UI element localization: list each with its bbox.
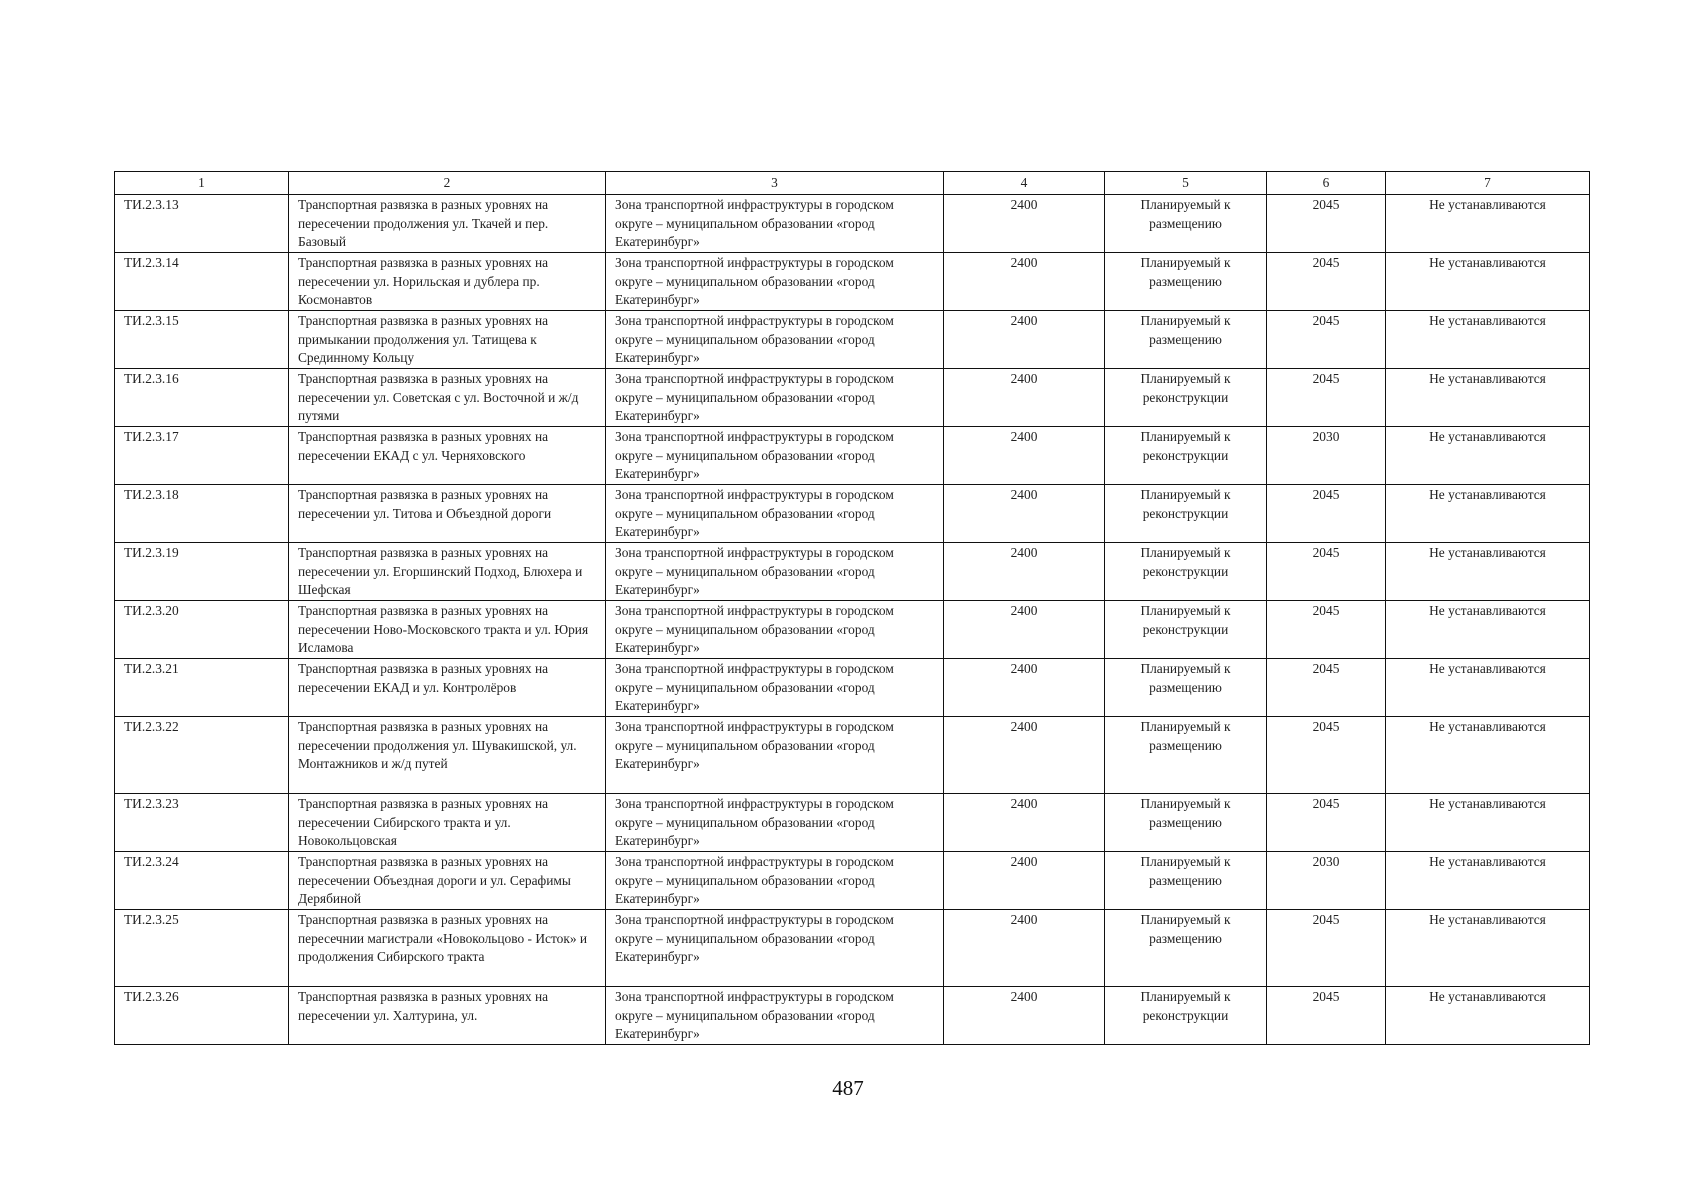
object-name-cell: Транспортная развязка в разных уровнях на примыкании продолжения ул. Татищева к Срединному Кольцу <box>289 311 606 369</box>
status-cell: Планируемый к реконструкции <box>1105 427 1267 485</box>
object-name-cell: Транспортная развязка в разных уровнях на пересечении продолжения ул. Шувакишской, ул. Монтажников и ж/д путей <box>289 717 606 794</box>
status-cell: Планируемый к реконструкции <box>1105 543 1267 601</box>
object-id-cell: ТИ.2.3.24 <box>115 852 289 910</box>
year-cell: 2045 <box>1267 485 1386 543</box>
column-header-1: 1 <box>115 172 289 195</box>
value-cell: 2400 <box>944 987 1105 1045</box>
zone-cell: Зона транспортной инфраструктуры в городском округе – муниципальном образовании «город Екатеринбург» <box>606 543 944 601</box>
table-row <box>115 485 1590 543</box>
value-cell: 2400 <box>944 311 1105 369</box>
zone-cell: Зона транспортной инфраструктуры в городском округе – муниципальном образовании «город Екатеринбург» <box>606 427 944 485</box>
value-cell: 2400 <box>944 253 1105 311</box>
value-cell: 2400 <box>944 794 1105 852</box>
zone-cell: Зона транспортной инфраструктуры в городском округе – муниципальном образовании «город Екатеринбург» <box>606 987 944 1045</box>
object-name-cell: Транспортная развязка в разных уровнях на пересечении ул. Егоршинский Подход, Блюхера и Шефская <box>289 543 606 601</box>
status-cell: Планируемый к размещению <box>1105 910 1267 987</box>
object-id-cell: ТИ.2.3.20 <box>115 601 289 659</box>
table-row <box>115 601 1590 659</box>
value-cell: 2400 <box>944 910 1105 987</box>
table-row <box>115 659 1590 717</box>
status-cell: Планируемый к размещению <box>1105 794 1267 852</box>
status-cell: Планируемый к реконструкции <box>1105 369 1267 427</box>
zone-cell: Зона транспортной инфраструктуры в городском округе – муниципальном образовании «город Екатеринбург» <box>606 852 944 910</box>
object-id-cell: ТИ.2.3.16 <box>115 369 289 427</box>
status-cell: Планируемый к размещению <box>1105 253 1267 311</box>
table-row <box>115 427 1590 485</box>
object-name-cell: Транспортная развязка в разных уровнях на пересечении Объездная дороги и ул. Серафимы Дерябиной <box>289 852 606 910</box>
column-header-7: 7 <box>1386 172 1590 195</box>
status-cell: Планируемый к реконструкции <box>1105 987 1267 1045</box>
year-cell: 2045 <box>1267 543 1386 601</box>
object-name-cell: Транспортная развязка в разных уровнях на пересечении ул. Титова и Объездной дороги <box>289 485 606 543</box>
table-body <box>115 195 1590 1045</box>
object-name-cell: Транспортная развязка в разных уровнях на пересечении ул. Советская с ул. Восточной и ж/д путями <box>289 369 606 427</box>
value-cell: 2400 <box>944 485 1105 543</box>
status-cell: Планируемый к размещению <box>1105 717 1267 794</box>
object-name-cell: Транспортная развязка в разных уровнях на пересечении продолжения ул. Ткачей и пер. Базовый <box>289 195 606 253</box>
year-cell: 2045 <box>1267 369 1386 427</box>
page-number: 487 <box>832 1076 864 1100</box>
column-header-5: 5 <box>1105 172 1267 195</box>
object-id-cell: ТИ.2.3.14 <box>115 253 289 311</box>
table-row <box>115 852 1590 910</box>
value-cell: 2400 <box>944 659 1105 717</box>
restrictions-cell: Не устанавливаются <box>1386 543 1590 601</box>
table-row <box>115 987 1590 1045</box>
status-cell: Планируемый к реконструкции <box>1105 601 1267 659</box>
zone-cell: Зона транспортной инфраструктуры в городском округе – муниципальном образовании «город Екатеринбург» <box>606 910 944 987</box>
year-cell: 2045 <box>1267 794 1386 852</box>
table-row <box>115 195 1590 253</box>
restrictions-cell: Не устанавливаются <box>1386 659 1590 717</box>
year-cell: 2030 <box>1267 427 1386 485</box>
restrictions-cell: Не устанавливаются <box>1386 717 1590 794</box>
object-id-cell: ТИ.2.3.22 <box>115 717 289 794</box>
object-id-cell: ТИ.2.3.26 <box>115 987 289 1045</box>
object-id-cell: ТИ.2.3.13 <box>115 195 289 253</box>
object-id-cell: ТИ.2.3.23 <box>115 794 289 852</box>
table-row <box>115 717 1590 794</box>
value-cell: 2400 <box>944 717 1105 794</box>
value-cell: 2400 <box>944 601 1105 659</box>
table-row <box>115 311 1590 369</box>
year-cell: 2045 <box>1267 910 1386 987</box>
status-cell: Планируемый к размещению <box>1105 311 1267 369</box>
year-cell: 2045 <box>1267 195 1386 253</box>
column-header-4: 4 <box>944 172 1105 195</box>
restrictions-cell: Не устанавливаются <box>1386 601 1590 659</box>
year-cell: 2045 <box>1267 601 1386 659</box>
year-cell: 2030 <box>1267 852 1386 910</box>
object-name-cell: Транспортная развязка в разных уровнях на пересечении ЕКАД с ул. Черняховского <box>289 427 606 485</box>
zone-cell: Зона транспортной инфраструктуры в городском округе – муниципальном образовании «город Екатеринбург» <box>606 794 944 852</box>
restrictions-cell: Не устанавливаются <box>1386 852 1590 910</box>
object-name-cell: Транспортная развязка в разных уровнях на пересечении ЕКАД и ул. Контролёров <box>289 659 606 717</box>
table-row <box>115 369 1590 427</box>
restrictions-cell: Не устанавливаются <box>1386 369 1590 427</box>
table-row <box>115 794 1590 852</box>
restrictions-cell: Не устанавливаются <box>1386 485 1590 543</box>
object-name-cell: Транспортная развязка в разных уровнях на пересечнии магистрали «Новокольцово - Исток» и продолжения Сибирского тракта <box>289 910 606 987</box>
year-cell: 2045 <box>1267 659 1386 717</box>
status-cell: Планируемый к реконструкции <box>1105 485 1267 543</box>
restrictions-cell: Не устанавливаются <box>1386 427 1590 485</box>
restrictions-cell: Не устанавливаются <box>1386 910 1590 987</box>
column-header-2: 2 <box>289 172 606 195</box>
year-cell: 2045 <box>1267 311 1386 369</box>
status-cell: Планируемый к размещению <box>1105 659 1267 717</box>
year-cell: 2045 <box>1267 253 1386 311</box>
restrictions-cell: Не устанавливаются <box>1386 794 1590 852</box>
zone-cell: Зона транспортной инфраструктуры в городском округе – муниципальном образовании «город Екатеринбург» <box>606 311 944 369</box>
object-id-cell: ТИ.2.3.25 <box>115 910 289 987</box>
restrictions-cell: Не устанавливаются <box>1386 195 1590 253</box>
object-id-cell: ТИ.2.3.17 <box>115 427 289 485</box>
restrictions-cell: Не устанавливаются <box>1386 987 1590 1045</box>
column-header-3: 3 <box>606 172 944 195</box>
value-cell: 2400 <box>944 195 1105 253</box>
object-name-cell: Транспортная развязка в разных уровнях на пересечении Ново-Московского тракта и ул. Юрия Исламова <box>289 601 606 659</box>
table-header <box>115 172 1590 195</box>
table-row <box>115 253 1590 311</box>
year-cell: 2045 <box>1267 987 1386 1045</box>
object-name-cell: Транспортная развязка в разных уровнях на пересечении ул. Норильская и дублера пр. Космонавтов <box>289 253 606 311</box>
zone-cell: Зона транспортной инфраструктуры в городском округе – муниципальном образовании «город Екатеринбург» <box>606 195 944 253</box>
restrictions-cell: Не устанавливаются <box>1386 311 1590 369</box>
value-cell: 2400 <box>944 427 1105 485</box>
column-header-6: 6 <box>1267 172 1386 195</box>
status-cell: Планируемый к размещению <box>1105 195 1267 253</box>
zone-cell: Зона транспортной инфраструктуры в городском округе – муниципальном образовании «город Екатеринбург» <box>606 717 944 794</box>
zone-cell: Зона транспортной инфраструктуры в городском округе – муниципальном образовании «город Екатеринбург» <box>606 659 944 717</box>
facilities-table <box>114 171 1590 1045</box>
status-cell: Планируемый к размещению <box>1105 852 1267 910</box>
table-row <box>115 543 1590 601</box>
value-cell: 2400 <box>944 543 1105 601</box>
restrictions-cell: Не устанавливаются <box>1386 253 1590 311</box>
zone-cell: Зона транспортной инфраструктуры в городском округе – муниципальном образовании «город Екатеринбург» <box>606 253 944 311</box>
object-id-cell: ТИ.2.3.21 <box>115 659 289 717</box>
object-id-cell: ТИ.2.3.18 <box>115 485 289 543</box>
object-id-cell: ТИ.2.3.19 <box>115 543 289 601</box>
zone-cell: Зона транспортной инфраструктуры в городском округе – муниципальном образовании «город Екатеринбург» <box>606 485 944 543</box>
year-cell: 2045 <box>1267 717 1386 794</box>
value-cell: 2400 <box>944 852 1105 910</box>
header-row <box>115 172 1590 195</box>
zone-cell: Зона транспортной инфраструктуры в городском округе – муниципальном образовании «город Екатеринбург» <box>606 601 944 659</box>
value-cell: 2400 <box>944 369 1105 427</box>
object-name-cell: Транспортная развязка в разных уровнях на пересечении ул. Халтурина, ул. <box>289 987 606 1045</box>
table-row <box>115 910 1590 987</box>
object-id-cell: ТИ.2.3.15 <box>115 311 289 369</box>
object-name-cell: Транспортная развязка в разных уровнях на пересечении Сибирского тракта и ул. Новокольцовская <box>289 794 606 852</box>
zone-cell: Зона транспортной инфраструктуры в городском округе – муниципальном образовании «город Екатеринбург» <box>606 369 944 427</box>
